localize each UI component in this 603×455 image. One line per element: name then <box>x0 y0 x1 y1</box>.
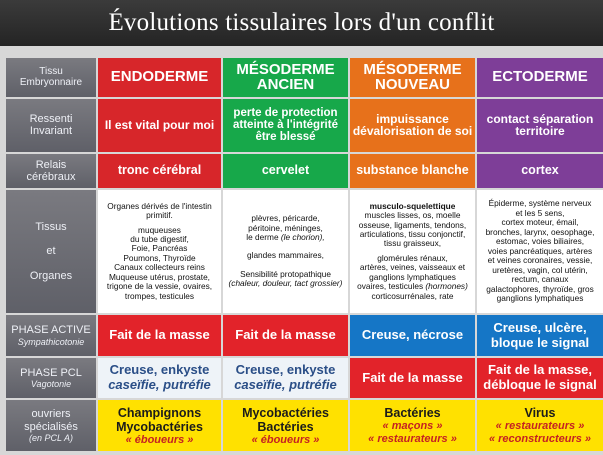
tissus-text-italic: (hormones) <box>425 281 468 292</box>
tissus-text-italic: (le chorion), <box>280 231 325 242</box>
tissus-line: artères, veines, vaisseaux et <box>359 262 466 273</box>
tissus-line: voies pancréatiques, artères <box>487 245 593 256</box>
page-title: Évolutions tissulaires lors d'un conflit <box>0 0 603 46</box>
row-label-phase-active <box>6 315 96 356</box>
ressenti-ectoderme: contact séparation territoire <box>477 99 603 153</box>
ouvriers-role: « reconstructeurs » <box>488 432 592 445</box>
phase-pcl-mesoderme-ancien <box>223 358 348 399</box>
header-mesoderme-nouveau: MÉSODERME NOUVEAU <box>350 58 475 97</box>
tissus-line: et les 5 sens, <box>515 207 565 218</box>
tissus-endoderme <box>98 190 221 314</box>
tissus-line: estomac, voies biliaires, <box>495 236 585 247</box>
row-label-sub: Sympathicotonie <box>17 336 85 347</box>
tissus-text: ovaires, testicules <box>357 281 424 292</box>
row-label-line: PHASE PCL <box>20 366 82 379</box>
tissus-line: Canaux collecteurs reins <box>114 262 205 273</box>
row-label-line: Organes <box>29 269 73 282</box>
phase-line: Creuse, enkyste <box>235 362 336 378</box>
phase-active-mesoderme-nouveau: Creuse, nécrose <box>350 315 475 356</box>
row-label-line: Relais <box>35 158 67 171</box>
row-label-phase-pcl <box>6 358 96 399</box>
row-label-line: Ressenti <box>29 113 73 126</box>
tissus-line: ganglions lymphatiques <box>369 271 456 282</box>
row-label-ouvriers <box>6 400 96 451</box>
phase-line: débloque le signal <box>483 377 597 393</box>
tissus-line: trigone de la vessie, ovaires, <box>106 281 213 292</box>
tissus-ectoderme <box>477 190 603 314</box>
phase-active-mesoderme-ancien: Fait de la masse <box>223 315 348 356</box>
tissus-line: ganglions lymphatiques <box>496 292 584 303</box>
ouvriers-line: Bactéries <box>257 419 314 434</box>
tissus-line: galactophores, thyroïde, gros <box>486 283 594 294</box>
header-mesoderme-ancien: MÉSODERME ANCIEN <box>223 58 348 97</box>
relais-endoderme: tronc cérébral <box>98 154 221 187</box>
tissus-line: muqueuses <box>138 224 181 235</box>
row-label-line: spécialisés <box>24 420 78 433</box>
ouvriers-line: Mycobactéries <box>116 419 203 434</box>
phase-active-endoderme: Fait de la masse <box>98 315 221 356</box>
row-label-line: Embryonnaire <box>19 77 83 89</box>
ouvriers-line: Bactéries <box>384 406 441 421</box>
tissus-line: Muqueuse utérus, prostate, <box>108 271 210 282</box>
header-endoderme: ENDODERME <box>98 58 221 97</box>
tissus-line: primitif. <box>146 210 173 221</box>
ouvriers-role: « éboueurs » <box>251 433 320 446</box>
ouvriers-role: « restaurateurs » <box>495 420 585 433</box>
tissus-line: plèvres, péricarde, <box>251 213 320 224</box>
tissus-line: tissu graisseux, <box>383 238 442 249</box>
conflict-table <box>4 56 603 453</box>
relais-ectoderme: cortex <box>477 154 603 187</box>
ressenti-endoderme: Il est vital pour moi <box>98 99 221 153</box>
tissus-line: du tube digestif, <box>130 234 189 245</box>
header-ectoderme: ECTODERME <box>477 58 603 97</box>
ouvriers-role: « maçons » <box>382 420 443 433</box>
tissus-line: corticosurrénales, rate <box>371 290 454 301</box>
tissus-line: Foie, Pancréas <box>131 243 188 254</box>
tissus-line: (chaleur, douleur, tact grossier) <box>228 278 343 289</box>
phase-line-italic: caseïfie, putréfie <box>234 377 337 393</box>
tissus-line: articulations, tissu conjonctif, <box>359 229 466 240</box>
ressenti-mesoderme-ancien: perte de protection atteinte à l'intégrité être blessé <box>223 99 348 153</box>
ouvriers-endoderme <box>98 400 221 451</box>
phase-pcl-mesoderme-nouveau: Fait de la masse <box>350 358 475 399</box>
tissus-line: osseuse, ligaments, tendons, <box>358 219 467 230</box>
phase-line: bloque le signal <box>490 334 590 350</box>
row-label-line: Tissus <box>35 220 67 233</box>
tissus-line: péritoine, méninges, <box>248 222 323 233</box>
tissus-line: muscles lisses, os, moelle <box>364 210 461 221</box>
row-label-line: ouvriers <box>31 408 71 421</box>
relais-mesoderme-ancien: cervelet <box>223 154 348 187</box>
row-label-line: Invariant <box>29 125 73 138</box>
tissus-line: musculo-squelettique <box>369 200 456 211</box>
phase-active-ectoderme <box>477 315 603 356</box>
tissus-line: glomérules rénaux, <box>377 252 448 263</box>
tissus-line: et veines coronaires, vessie, <box>487 255 593 266</box>
row-label-line: cérébraux <box>26 170 76 183</box>
ouvriers-ectoderme <box>477 400 603 451</box>
row-label-line: Tissu <box>39 66 63 78</box>
phase-line-italic: caseïfie, putréfie <box>108 377 211 393</box>
row-label-line: et <box>46 245 56 258</box>
phase-pcl-endoderme <box>98 358 221 399</box>
relais-mesoderme-nouveau: substance blanche <box>350 154 475 187</box>
row-label-line: PHASE ACTIVE <box>11 324 91 337</box>
tissus-line: Sensibilité protopathique <box>240 268 331 279</box>
ouvriers-role: « restaurateurs » <box>368 432 457 445</box>
tissus-mesoderme-ancien <box>223 190 348 314</box>
ouvriers-mesoderme-ancien <box>223 400 348 451</box>
tissus-mesoderme-nouveau <box>350 190 475 314</box>
ouvriers-line: Mycobactéries <box>242 405 329 420</box>
tissus-text: le derme <box>246 231 279 242</box>
tissus-line: bronches, larynx, oesophage, <box>485 226 595 237</box>
tissus-line: glandes mammaires, <box>246 250 324 261</box>
tissus-line: Organes dérivés de l'intestin <box>107 200 212 211</box>
tissus-line: Épiderme, système nerveux <box>488 198 592 209</box>
phase-line: Creuse, enkyste <box>109 362 210 378</box>
tissus-line <box>223 233 348 242</box>
tissus-line: Poumons, Thyroïde <box>123 252 196 263</box>
row-label-relais <box>6 154 96 187</box>
phase-line: Creuse, ulcère, <box>493 319 587 335</box>
phase-pcl-ectoderme <box>477 358 603 399</box>
phase-line: Fait de la masse, <box>487 362 593 378</box>
ouvriers-mesoderme-nouveau <box>350 400 475 451</box>
row-label-ressenti <box>6 99 96 153</box>
ressenti-mesoderme-nouveau: impuissance dévalorisation de soi <box>350 99 475 153</box>
row-label-sub: (en PCL A) <box>28 432 74 443</box>
ouvriers-line: Champignons <box>117 405 202 420</box>
tissus-line: uretères, vagin, col utérin, <box>492 264 588 275</box>
row-label-tissus <box>6 190 96 314</box>
ouvriers-role: « éboueurs » <box>125 433 194 446</box>
row-label-tissu <box>6 58 96 97</box>
row-label-sub: Vagotonie <box>30 379 72 390</box>
tissus-line: cortex moteur, émail, <box>501 217 579 228</box>
tissus-line: trompes, testicules <box>124 290 195 301</box>
ouvriers-line: Virus <box>524 406 556 421</box>
tissus-line: rectum, canaux <box>511 274 569 285</box>
